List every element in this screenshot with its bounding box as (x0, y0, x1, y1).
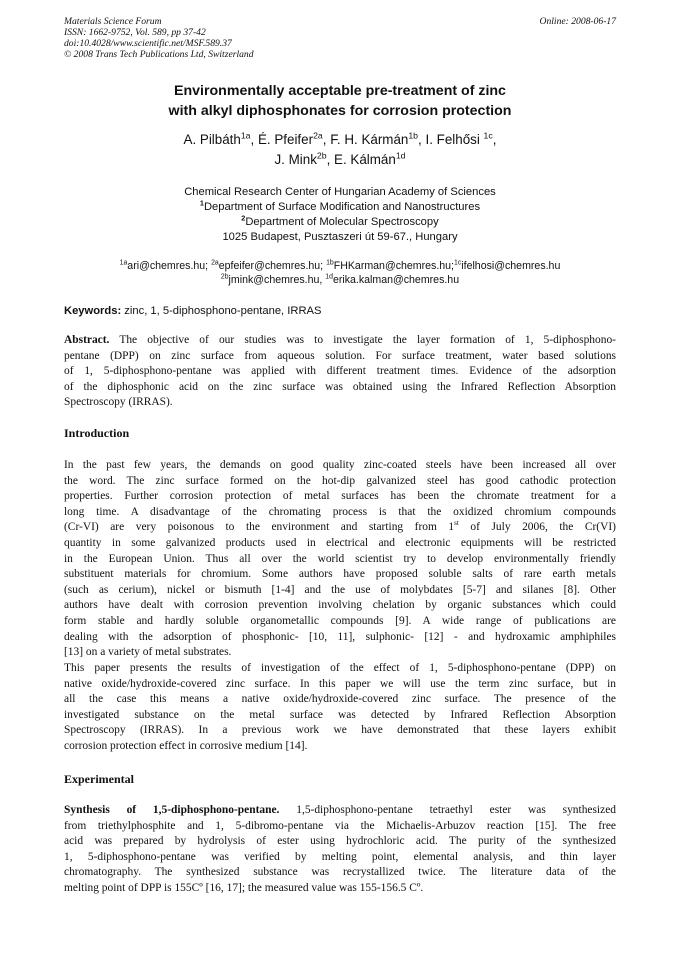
abstract-line: of the diphosphonic acid on the zinc surface was obtained using the Infrared Reflection Absorption (64, 380, 616, 393)
email-address: FHKarman@chemres.hu; (333, 260, 454, 272)
ordinal-sup: st (454, 519, 459, 528)
author-name: A. Pilbáth (183, 132, 241, 147)
authors-line-1: A. Pilbáth$^{1a}$, É. Pfeifer$^{2a}$, F. H. Kármán$^{1b}$, I. Felhősi $^{1c}$, (183, 130, 497, 147)
synthesis-paragraph (64, 803, 616, 897)
authors-line-2: J. Mink$^{2b}$, E. Kálmán$^{1d}$ (274, 150, 406, 167)
author-sup: 1c (483, 130, 493, 141)
email-address: ari@chemres.hu; (127, 260, 209, 272)
synthesis-line: 1, 5-diphosphono-pentane was verified by melting point, elemental analysis, and thin layer (64, 850, 616, 863)
dept-name: Department of Molecular Spectroscopy (245, 216, 439, 228)
emails-line-2 (64, 273, 616, 287)
intro-line: in the European Union. Thus all over the world scientist try to develop environmentally friendly (64, 552, 616, 565)
email-address: erika.kalman@chemres.hu (332, 274, 460, 286)
author-name: É. Pfeifer (257, 132, 314, 147)
abstract-line: of 1, 5-diphosphono-pentane was applied with different treatment times. Evidence of the adsorption (64, 365, 616, 378)
emails-line-1 (64, 259, 616, 273)
author-sup: 1a (240, 130, 251, 141)
dept-name: Department of Surface Modification and Nanostructures (203, 201, 481, 213)
intro-line: long time. A disadvantage of the chromating process is that the oxidized chromium compounds (64, 505, 616, 518)
intro-line: substituent materials for chromium. Some authors have proposed soluble salts of rare earth metals (64, 568, 616, 581)
email-sup: 2b (220, 273, 229, 281)
introduction-heading: Introduction (64, 426, 130, 440)
experimental-heading: Experimental (64, 772, 134, 786)
abstract-paragraph (64, 333, 616, 411)
title-line-1: Environmentally acceptable pre-treatment of zinc (174, 83, 506, 99)
intro-line: authors have dealt with corrosion prevention involving chelation by organic substances which could (64, 599, 616, 612)
keywords-text: zinc, 1, 5-diphosphono-pentane, IRRAS (121, 305, 322, 317)
journal-header (64, 16, 616, 60)
email-sup: 1a (119, 259, 128, 267)
issn-line: ISSN: 1662-9752, Vol. 589, pp 37-42 (64, 27, 206, 38)
email-sup: 1c (454, 259, 462, 267)
synthesis-line: Synthesis of 1,5-diphosphono-pentane. 1,5-diphosphono-pentane tetraethyl ester was synthesized (64, 804, 616, 816)
email-block (64, 259, 616, 287)
intro-line: properties. Further corrosion protection of metal surfaces has been the chromate treatment for a (64, 490, 616, 503)
intro-line: investigated substance on the metal surface was detected by Infrared Reflection Absorption (64, 708, 616, 721)
title-line-2: with alkyl diphosphonates for corrosion protection (168, 103, 512, 119)
intro-line: dealing with the adsorption of phosphonic- [10, 11], sulphonic- [12] - and hydroxamic amphiphiles (64, 630, 616, 643)
intro-line: native oxide/hydroxide-covered zinc surface. In this paper we will use the term zinc surface, but in (64, 677, 616, 690)
department-2 (64, 215, 616, 230)
synthesis-label: Synthesis of 1,5-diphosphono-pentane. (64, 804, 280, 816)
abstract-line: Spectroscopy (IRRAS). (64, 396, 173, 409)
email-sup: 1d (325, 273, 333, 281)
intro-line: (such as cerium), nickel or bismuth [1-4] and the use of molybdates [5-7] and silanes [8]. Other (64, 583, 616, 596)
intro-line: This paper presents the results of investigation of the effect of 1, 5-diphosphono-pentane (DPP) on (64, 662, 616, 674)
keywords-line (64, 304, 616, 318)
intro-line: (Cr-VI) are very poisonous to the environment and starting from 1st of July 2006, the Cr(VI) (64, 519, 616, 534)
author-name: I. Felhősi (425, 132, 480, 147)
author-sup: 2a (313, 130, 323, 141)
intro-line: corrosion protection effect in corrosive medium [14]. (64, 739, 308, 752)
affiliation-block (64, 185, 616, 245)
intro-line: the word. The zinc surface formed on the hot-dip galvanized steel has good cathodic protection (64, 474, 616, 487)
intro-line: In the past few years, the demands on good quality zinc-coated steels have been increased all over (64, 459, 616, 471)
email-sup: 1b (326, 259, 334, 267)
email-address: ifelhosi@chemres.hu (461, 260, 561, 272)
author-name: F. H. Kármán (330, 132, 409, 147)
online-date: Online: 2008-06-17 (539, 16, 616, 27)
intro-line: form stable and hardly soluble organometallic compounds [9]. A wide range of publications are (64, 614, 616, 627)
author-sup: 2b (316, 150, 327, 161)
address: 1025 Budapest, Pusztaszeri út 59-67., Hungary (222, 231, 458, 243)
introduction-paragraph-1 (64, 458, 616, 661)
synthesis-line: melting point of DPP is 155Cº [16, 17]; the measured value was 155-156.5 Cº. (64, 881, 424, 894)
paper-title (64, 81, 616, 121)
institute-name: Chemical Research Center of Hungarian Academy of Sciences (184, 186, 496, 198)
copyright-line: © 2008 Trans Tech Publications Ltd, Switzerland (64, 49, 254, 60)
author-list (64, 130, 616, 170)
synthesis-line: chromatography. The synthesized substance was recrystallized twice. The literature data of the (64, 866, 616, 879)
author-sup: 1b (408, 130, 419, 141)
intro-line: [13] on a variety of metal substrates. (64, 646, 232, 659)
author-name: J. Mink (274, 152, 317, 167)
synthesis-line: acid was prepared by hydrolysis of ester using hydrochloric acid. The purity of the synthesized (64, 835, 616, 848)
email-sup: 2a (211, 259, 219, 267)
abstract-label: Abstract. (64, 334, 110, 346)
email-address: jmink@chemres.hu, (228, 274, 323, 286)
journal-name: Materials Science Forum (64, 16, 162, 27)
synthesis-line: from triethylphosphite and 1, 5-dibromo-pentane via the Michaelis-Arbuzov reaction [15]. The free (64, 819, 616, 832)
department-1 (64, 200, 616, 215)
intro-line: quantity in some galvanized products used in electrical and electronic equipments will be restricted (64, 536, 616, 549)
author-sup: 1d (395, 150, 406, 161)
abstract-line: pentane (DPP) on zinc surface from aqueous solution. For surface treatment, water based solutions (64, 349, 616, 362)
dept-sup: 1 (199, 198, 204, 208)
intro-line: Spectroscopy (IRRAS). In a previous work we have demonstrated that these layers exhibit (64, 724, 616, 737)
abstract-line: Abstract. The objective of our studies was to investigate the layer formation of 1, 5-diphosphono- (64, 334, 616, 346)
dept-sup: 2 (241, 213, 246, 223)
author-name: E. Kálmán (334, 152, 396, 167)
keywords-label: Keywords: (64, 305, 122, 317)
email-address: epfeifer@chemres.hu; (218, 260, 324, 272)
intro-line: all the case this means a native oxide/hydroxide-covered zinc surface. The presence of the (64, 693, 616, 706)
doi-line: doi:10.4028/www.scientific.net/MSF.589.37 (64, 38, 232, 49)
introduction-paragraph-2 (64, 661, 616, 755)
